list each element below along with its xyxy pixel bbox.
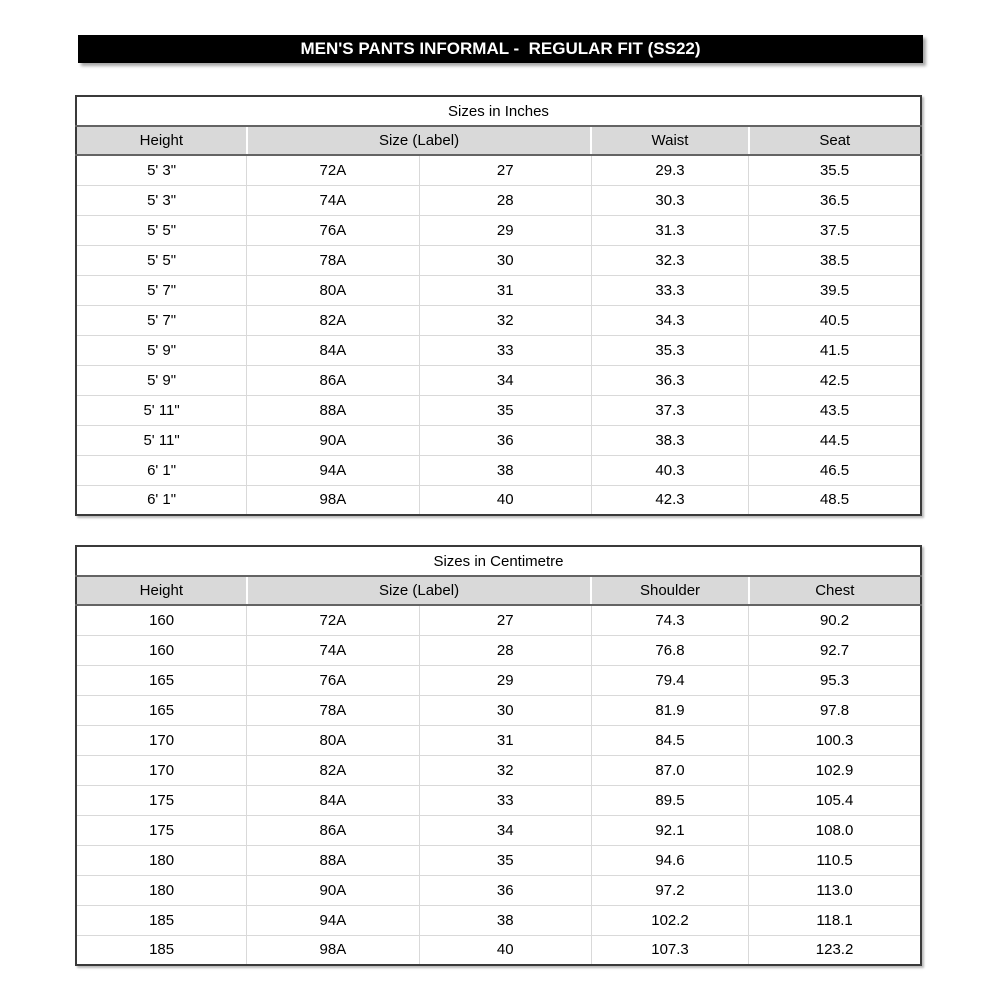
- title-bar: [78, 35, 923, 63]
- cell: 31.3: [591, 215, 748, 245]
- cell: 175: [76, 785, 247, 815]
- cell: 42.3: [591, 485, 748, 515]
- cell: 92.1: [591, 815, 748, 845]
- cell: 90.2: [749, 605, 921, 635]
- cell: 72A: [247, 155, 419, 185]
- cell: 46.5: [749, 455, 921, 485]
- cell: 35: [419, 845, 591, 875]
- cell: 185: [76, 905, 247, 935]
- cell: 40: [419, 485, 591, 515]
- cell: 102.2: [591, 905, 748, 935]
- cell: 35.5: [749, 155, 921, 185]
- table-row: [76, 725, 921, 755]
- cell: 79.4: [591, 665, 748, 695]
- cell: 165: [76, 695, 247, 725]
- table-caption: Sizes in Centimetre: [76, 546, 921, 576]
- cell: 86A: [247, 815, 419, 845]
- page-title: MEN'S PANTS INFORMAL - REGULAR FIT (SS22): [300, 39, 701, 58]
- cell: 86A: [247, 365, 419, 395]
- cell: 82A: [247, 305, 419, 335]
- cell: 6' 1": [76, 455, 247, 485]
- cell: 81.9: [591, 695, 748, 725]
- cell: 48.5: [749, 485, 921, 515]
- table-row: [76, 755, 921, 785]
- cell: 113.0: [749, 875, 921, 905]
- column-header-height: Height: [76, 576, 247, 605]
- cell: 6' 1": [76, 485, 247, 515]
- cell: 31: [419, 275, 591, 305]
- cell: 94.6: [591, 845, 748, 875]
- cell: 29: [419, 665, 591, 695]
- cell: 74A: [247, 635, 419, 665]
- cell: 89.5: [591, 785, 748, 815]
- cell: 31: [419, 725, 591, 755]
- table-body-inches: [76, 155, 921, 515]
- cell: 38: [419, 905, 591, 935]
- table-caption-row: [76, 96, 921, 126]
- cell: 34: [419, 815, 591, 845]
- cell: 94A: [247, 455, 419, 485]
- cell: 27: [419, 155, 591, 185]
- table-row: [76, 875, 921, 905]
- cell: 98A: [247, 485, 419, 515]
- table-row: [76, 935, 921, 965]
- cell: 123.2: [749, 935, 921, 965]
- cell: 84A: [247, 335, 419, 365]
- table-row: [76, 695, 921, 725]
- cell: 40: [419, 935, 591, 965]
- cell: 29.3: [591, 155, 748, 185]
- table-row: [76, 905, 921, 935]
- cell: 76.8: [591, 635, 748, 665]
- cell: 90A: [247, 875, 419, 905]
- table-row: [76, 305, 921, 335]
- cell: 175: [76, 815, 247, 845]
- cell: 36.5: [749, 185, 921, 215]
- cell: 180: [76, 845, 247, 875]
- cell: 34: [419, 365, 591, 395]
- cell: 87.0: [591, 755, 748, 785]
- cell: 78A: [247, 695, 419, 725]
- cell: 30.3: [591, 185, 748, 215]
- cell: 5' 3": [76, 185, 247, 215]
- cell: 38.3: [591, 425, 748, 455]
- cell: 35.3: [591, 335, 748, 365]
- table-row: [76, 185, 921, 215]
- cell: 88A: [247, 845, 419, 875]
- cell: 33: [419, 335, 591, 365]
- table-row: [76, 425, 921, 455]
- table-row: [76, 785, 921, 815]
- cell: 95.3: [749, 665, 921, 695]
- cell: 88A: [247, 395, 419, 425]
- cell: 37.3: [591, 395, 748, 425]
- table-row: [76, 815, 921, 845]
- column-header-chest: Chest: [749, 576, 921, 605]
- table-row: [76, 485, 921, 515]
- cell: 84A: [247, 785, 419, 815]
- cell: 110.5: [749, 845, 921, 875]
- cell: 37.5: [749, 215, 921, 245]
- table-row: [76, 395, 921, 425]
- table-header-row: [76, 126, 921, 155]
- cell: 5' 5": [76, 245, 247, 275]
- cell: 165: [76, 665, 247, 695]
- cell: 5' 11": [76, 425, 247, 455]
- cell: 80A: [247, 725, 419, 755]
- column-header-size-label: Size (Label): [247, 126, 592, 155]
- cell: 28: [419, 185, 591, 215]
- column-header-height: Height: [76, 126, 247, 155]
- cell: 72A: [247, 605, 419, 635]
- cell: 33.3: [591, 275, 748, 305]
- cell: 32: [419, 755, 591, 785]
- cell: 170: [76, 725, 247, 755]
- cell: 5' 5": [76, 215, 247, 245]
- cell: 44.5: [749, 425, 921, 455]
- table-body-centimetre: [76, 605, 921, 965]
- cell: 90A: [247, 425, 419, 455]
- column-header-size-label: Size (Label): [247, 576, 592, 605]
- cell: 41.5: [749, 335, 921, 365]
- cell: 84.5: [591, 725, 748, 755]
- cell: 78A: [247, 245, 419, 275]
- cell: 5' 9": [76, 335, 247, 365]
- cell: 36: [419, 875, 591, 905]
- table-row: [76, 845, 921, 875]
- column-header-seat: Seat: [749, 126, 921, 155]
- cell: 108.0: [749, 815, 921, 845]
- cell: 5' 7": [76, 275, 247, 305]
- table-header-row: [76, 576, 921, 605]
- cell: 80A: [247, 275, 419, 305]
- table-row: [76, 665, 921, 695]
- cell: 43.5: [749, 395, 921, 425]
- cell: 30: [419, 695, 591, 725]
- cell: 5' 3": [76, 155, 247, 185]
- table-row: [76, 635, 921, 665]
- cell: 160: [76, 635, 247, 665]
- cell: 82A: [247, 755, 419, 785]
- table-row: [76, 455, 921, 485]
- cell: 39.5: [749, 275, 921, 305]
- cell: 185: [76, 935, 247, 965]
- cell: 40.3: [591, 455, 748, 485]
- cell: 29: [419, 215, 591, 245]
- table-sizes-inches: [75, 95, 922, 516]
- cell: 5' 9": [76, 365, 247, 395]
- cell: 98A: [247, 935, 419, 965]
- table-row: [76, 335, 921, 365]
- cell: 170: [76, 755, 247, 785]
- cell: 34.3: [591, 305, 748, 335]
- cell: 97.2: [591, 875, 748, 905]
- cell: 27: [419, 605, 591, 635]
- cell: 5' 11": [76, 395, 247, 425]
- cell: 42.5: [749, 365, 921, 395]
- cell: 94A: [247, 905, 419, 935]
- cell: 107.3: [591, 935, 748, 965]
- cell: 102.9: [749, 755, 921, 785]
- cell: 36.3: [591, 365, 748, 395]
- cell: 38.5: [749, 245, 921, 275]
- cell: 118.1: [749, 905, 921, 935]
- cell: 32.3: [591, 245, 748, 275]
- table-caption-row: [76, 546, 921, 576]
- table-sizes-centimetre: [75, 545, 922, 966]
- cell: 76A: [247, 215, 419, 245]
- table-row: [76, 605, 921, 635]
- cell: 35: [419, 395, 591, 425]
- table-row: [76, 245, 921, 275]
- cell: 100.3: [749, 725, 921, 755]
- cell: 28: [419, 635, 591, 665]
- cell: 33: [419, 785, 591, 815]
- cell: 92.7: [749, 635, 921, 665]
- cell: 30: [419, 245, 591, 275]
- table-caption: Sizes in Inches: [76, 96, 921, 126]
- cell: 40.5: [749, 305, 921, 335]
- table-row: [76, 215, 921, 245]
- column-header-shoulder: Shoulder: [591, 576, 748, 605]
- cell: 180: [76, 875, 247, 905]
- table-row: [76, 365, 921, 395]
- cell: 5' 7": [76, 305, 247, 335]
- column-header-waist: Waist: [591, 126, 748, 155]
- cell: 36: [419, 425, 591, 455]
- cell: 74A: [247, 185, 419, 215]
- cell: 160: [76, 605, 247, 635]
- cell: 76A: [247, 665, 419, 695]
- table-row: [76, 155, 921, 185]
- cell: 74.3: [591, 605, 748, 635]
- cell: 105.4: [749, 785, 921, 815]
- cell: 32: [419, 305, 591, 335]
- cell: 97.8: [749, 695, 921, 725]
- table-row: [76, 275, 921, 305]
- cell: 38: [419, 455, 591, 485]
